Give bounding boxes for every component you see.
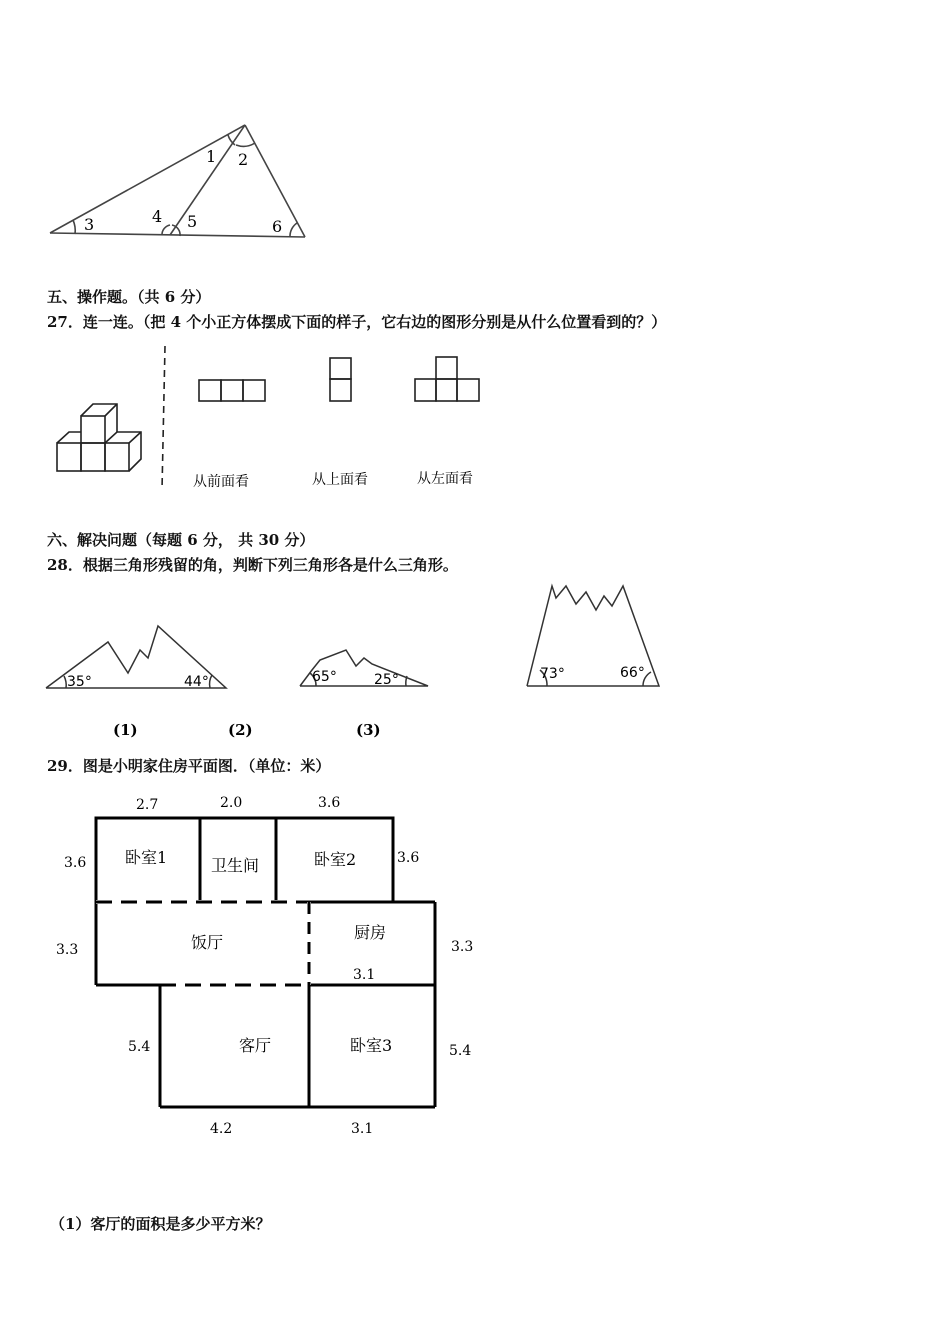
dim-right3: 5.4 <box>449 1043 472 1059</box>
dim-left1: 3.6 <box>64 855 87 871</box>
question-27: 27．连一连。（把 4 个小正方体摆成下面的样子，它右边的图形分别是从什么位置看到的？） <box>47 313 667 331</box>
tri2-angle-left: 65° <box>312 669 337 685</box>
angle-label-6: 6 <box>272 217 283 236</box>
dim-right1: 3.6 <box>397 850 420 866</box>
dim-left2: 3.3 <box>56 942 79 958</box>
view-label-top: 从上面看 <box>312 472 368 488</box>
angle-label-2: 2 <box>238 150 249 169</box>
room-kitchen: 厨房 <box>354 923 387 942</box>
view-label-front: 从前面看 <box>193 474 249 490</box>
section6-heading: 六、解决问题（每题 6 分， 共 30 分） <box>47 531 315 549</box>
dim-right2: 3.3 <box>451 939 474 955</box>
tri2-angle-right: 25° <box>374 672 399 688</box>
angle-label-4: 4 <box>152 207 163 226</box>
angle-triangle-figure <box>40 115 320 250</box>
angle-label-3: 3 <box>84 215 95 234</box>
broken-triangles-figure <box>40 580 680 750</box>
dim-left3: 5.4 <box>128 1039 151 1055</box>
question-29-1: （1）客厅的面积是多少平方米？ <box>50 1215 271 1233</box>
room-bedroom1: 卧室1 <box>125 848 168 867</box>
floor-plan-figure <box>50 785 490 1145</box>
tri3-label: (3) <box>356 721 381 739</box>
tri1-angle-right: 44° <box>184 674 209 690</box>
dim-top2: 2.0 <box>220 795 243 811</box>
dim-bottom1: 4.2 <box>210 1121 233 1137</box>
tri3-angle-right: 66° <box>620 665 645 681</box>
question-28: 28．根据三角形残留的角，判断下列三角形各是什么三角形。 <box>47 556 458 574</box>
room-bathroom: 卫生间 <box>211 856 260 875</box>
tri3-angle-left: 73° <box>540 666 565 682</box>
cube-views-figure <box>45 340 505 500</box>
dim-kitchen-bottom: 3.1 <box>353 967 376 983</box>
view-label-left: 从左面看 <box>417 471 473 487</box>
angle-label-1: 1 <box>206 147 217 166</box>
tri2-label: (2) <box>228 721 253 739</box>
dim-top3: 3.6 <box>318 795 341 811</box>
room-dining: 饭厅 <box>191 933 224 952</box>
dim-top1: 2.7 <box>136 797 159 813</box>
question-29: 29．图是小明家住房平面图．（单位：米） <box>47 757 331 775</box>
tri1-label: (1) <box>113 721 138 739</box>
room-bedroom2: 卧室2 <box>314 850 357 869</box>
dim-bottom2: 3.1 <box>351 1121 374 1137</box>
tri1-angle-left: 35° <box>67 674 92 690</box>
angle-label-5: 5 <box>187 212 198 231</box>
room-bedroom3: 卧室3 <box>350 1036 393 1055</box>
room-living: 客厅 <box>239 1036 272 1055</box>
section5-heading: 五、操作题。（共 6 分） <box>47 288 211 306</box>
